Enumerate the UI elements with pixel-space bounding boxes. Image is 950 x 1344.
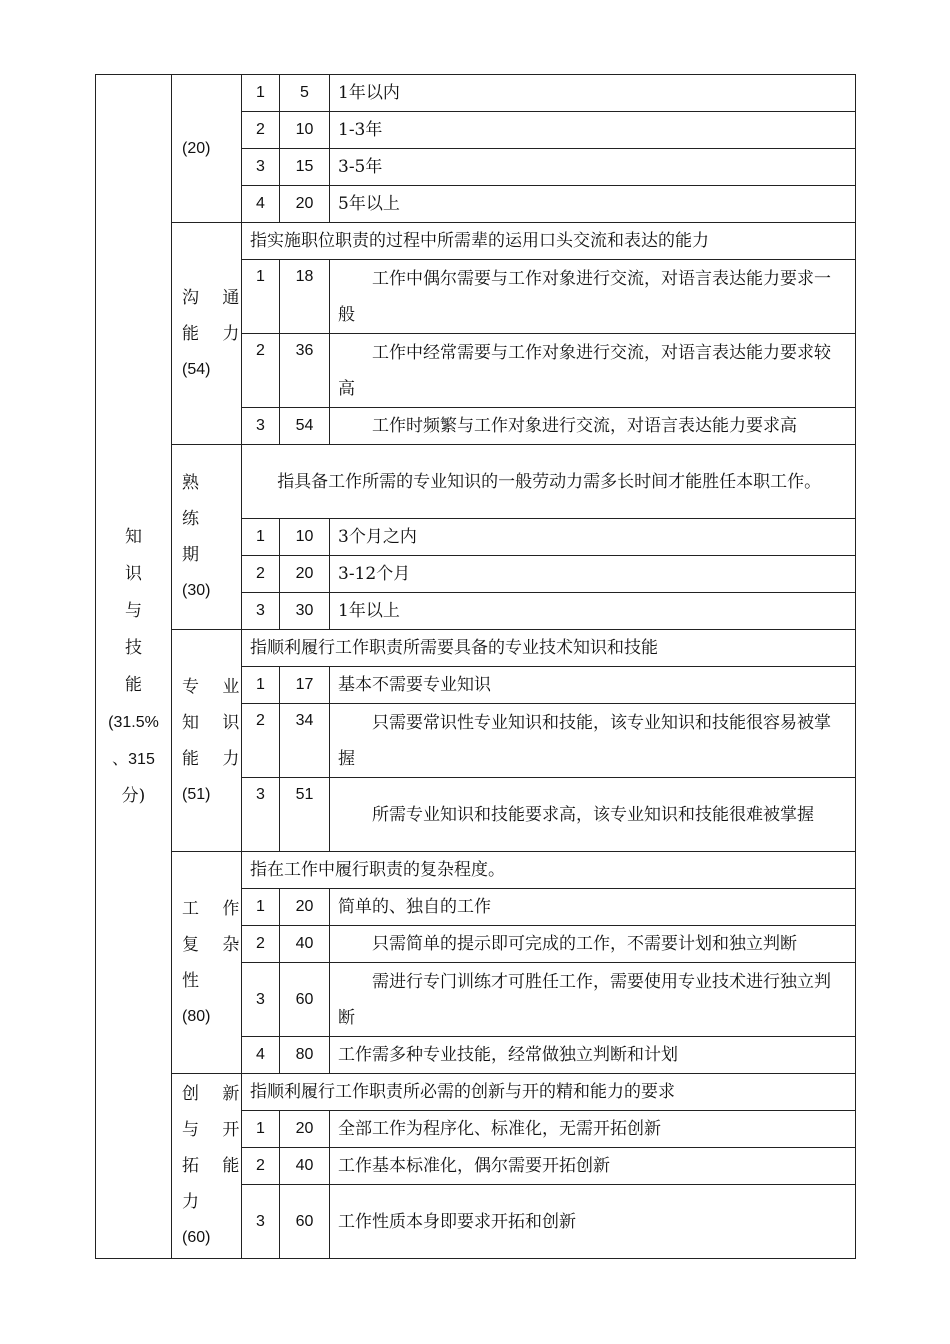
level-description: 全部工作为程序化、标准化，无需开拓创新 bbox=[330, 1111, 856, 1148]
main-category-line: 与 bbox=[125, 600, 142, 621]
level-number: 4 bbox=[242, 1037, 280, 1074]
level-points: 5 bbox=[280, 75, 330, 112]
level-number: 1 bbox=[242, 667, 280, 704]
level-number: 2 bbox=[242, 704, 280, 778]
category-label-line: (30) bbox=[182, 582, 211, 599]
level-description: 工作中经常需要与工作对象进行交流，对语言表达能力要求较高 bbox=[330, 334, 856, 408]
level-points: 18 bbox=[280, 260, 330, 334]
level-description: 3-12个月 bbox=[330, 556, 856, 593]
category-label-line: 性 bbox=[182, 970, 199, 991]
level-points: 60 bbox=[280, 1185, 330, 1259]
level-description: 只需简单的提示即可完成的工作，不需要计划和独立判断 bbox=[330, 926, 856, 963]
job-evaluation-table bbox=[95, 74, 856, 1259]
definition-complexity: 指在工作中履行职责的复杂程度。 bbox=[242, 852, 856, 889]
level-points: 20 bbox=[280, 1111, 330, 1148]
category-label-line: 沟 通 bbox=[182, 287, 240, 308]
category-label-line: 期 bbox=[182, 545, 199, 565]
level-number: 2 bbox=[242, 1148, 280, 1185]
category-label-line: (60) bbox=[182, 1229, 211, 1246]
category-proficiency bbox=[172, 445, 242, 630]
level-number: 1 bbox=[242, 75, 280, 112]
main-category-line: 能 bbox=[125, 674, 142, 695]
category-label-line: (54) bbox=[182, 360, 211, 378]
level-number: 1 bbox=[242, 1111, 280, 1148]
category-complexity bbox=[172, 852, 242, 1074]
level-number: 3 bbox=[242, 963, 280, 1037]
category-label-line: 练 bbox=[182, 509, 199, 529]
category-expertise bbox=[172, 630, 242, 852]
level-points: 34 bbox=[280, 704, 330, 778]
level-number: 3 bbox=[242, 593, 280, 630]
level-number: 3 bbox=[242, 1185, 280, 1259]
main-category-line: 技 bbox=[125, 637, 142, 658]
level-points: 40 bbox=[280, 926, 330, 963]
level-description: 1-3年 bbox=[330, 112, 856, 149]
level-description: 工作时频繁与工作对象进行交流，对语言表达能力要求高 bbox=[330, 408, 856, 445]
level-points: 51 bbox=[280, 778, 330, 852]
level-number: 3 bbox=[242, 778, 280, 852]
category-label-line: 知 识 bbox=[182, 712, 240, 733]
level-description: 所需专业知识和技能要求高，该专业知识和技能很难被掌握 bbox=[330, 778, 856, 852]
level-number: 2 bbox=[242, 112, 280, 149]
main-category-line: 识 bbox=[125, 563, 142, 584]
level-points: 60 bbox=[280, 963, 330, 1037]
table-row bbox=[96, 630, 856, 667]
category-label-line: (80) bbox=[182, 1007, 211, 1025]
category-experience bbox=[172, 75, 242, 223]
level-number: 4 bbox=[242, 186, 280, 223]
level-number: 2 bbox=[242, 334, 280, 408]
category-innovation bbox=[172, 1074, 242, 1259]
table-row bbox=[96, 445, 856, 519]
level-number: 2 bbox=[242, 926, 280, 963]
level-description: 需进行专门训练才可胜任工作，需要使用专业技术进行独立判断 bbox=[330, 963, 856, 1037]
main-category-line: 、315 bbox=[112, 750, 155, 768]
level-points: 15 bbox=[280, 149, 330, 186]
level-description: 1年以上 bbox=[330, 593, 856, 630]
category-label-line: 与 开 bbox=[182, 1120, 240, 1140]
category-label-line: (51) bbox=[182, 785, 211, 803]
level-description: 基本不需要专业知识 bbox=[330, 667, 856, 704]
main-category-cell bbox=[96, 75, 172, 1259]
main-category-line: 知 bbox=[125, 526, 142, 547]
level-number: 2 bbox=[242, 556, 280, 593]
category-label-line: 创 新 bbox=[182, 1084, 240, 1104]
level-description: 只需要常识性专业知识和技能，该专业知识和技能很容易被掌握 bbox=[330, 704, 856, 778]
main-category-line: (31.5% bbox=[108, 713, 159, 731]
level-number: 1 bbox=[242, 889, 280, 926]
level-description: 工作基本标准化，偶尔需要开拓创新 bbox=[330, 1148, 856, 1185]
level-points: 80 bbox=[280, 1037, 330, 1074]
category-label-line: (20) bbox=[182, 139, 211, 157]
category-label-line: 熟 bbox=[182, 473, 199, 493]
level-description: 3-5年 bbox=[330, 149, 856, 186]
level-points: 20 bbox=[280, 556, 330, 593]
level-description: 工作中偶尔需要与工作对象进行交流，对语言表达能力要求一般 bbox=[330, 260, 856, 334]
level-number: 1 bbox=[242, 519, 280, 556]
table-row bbox=[96, 852, 856, 889]
category-label-line: 拓 能 bbox=[182, 1156, 240, 1176]
level-points: 40 bbox=[280, 1148, 330, 1185]
category-label-line: 专 业 bbox=[182, 676, 240, 697]
table-row bbox=[96, 75, 856, 112]
level-points: 10 bbox=[280, 112, 330, 149]
level-description: 工作需多种专业技能，经常做独立判断和计划 bbox=[330, 1037, 856, 1074]
definition-proficiency: 指具备工作所需的专业知识的一般劳动力需多长时间才能胜任本职工作。 bbox=[242, 445, 856, 519]
level-description: 工作性质本身即要求开拓和创新 bbox=[330, 1185, 856, 1259]
level-description: 3个月之内 bbox=[330, 519, 856, 556]
level-description: 1年以内 bbox=[330, 75, 856, 112]
table-row bbox=[96, 223, 856, 260]
level-points: 10 bbox=[280, 519, 330, 556]
definition-communication: 指实施职位职责的过程中所需辈的运用口头交流和表达的能力 bbox=[242, 223, 856, 260]
category-communication bbox=[172, 223, 242, 445]
definition-innovation: 指顺利履行工作职责所必需的创新与开的精和能力的要求 bbox=[242, 1074, 856, 1111]
level-points: 20 bbox=[280, 186, 330, 223]
level-description: 5年以上 bbox=[330, 186, 856, 223]
level-points: 17 bbox=[280, 667, 330, 704]
category-label-line: 能 力 bbox=[182, 748, 240, 769]
category-label-line: 复 杂 bbox=[182, 934, 240, 955]
level-description: 简单的、独自的工作 bbox=[330, 889, 856, 926]
level-number: 3 bbox=[242, 149, 280, 186]
main-category-line: 分) bbox=[121, 785, 146, 806]
level-points: 36 bbox=[280, 334, 330, 408]
definition-expertise: 指顺利履行工作职责所需要具备的专业技术知识和技能 bbox=[242, 630, 856, 667]
category-label-line: 能 力 bbox=[182, 323, 240, 344]
category-label-line: 力 bbox=[182, 1192, 199, 1212]
level-number: 1 bbox=[242, 260, 280, 334]
level-points: 20 bbox=[280, 889, 330, 926]
category-label-line: 工 作 bbox=[182, 898, 240, 919]
level-number: 3 bbox=[242, 408, 280, 445]
level-points: 54 bbox=[280, 408, 330, 445]
level-points: 30 bbox=[280, 593, 330, 630]
table-row bbox=[96, 1074, 856, 1111]
